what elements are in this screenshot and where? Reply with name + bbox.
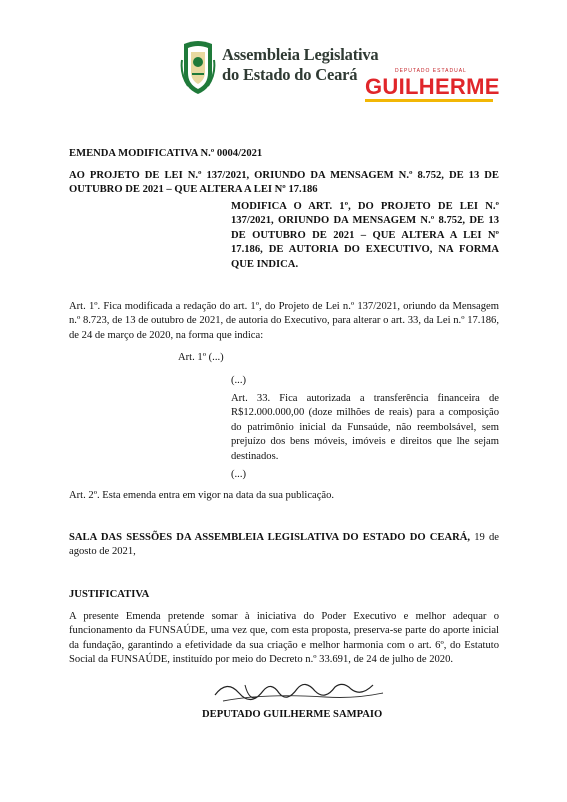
session-place-date (69, 531, 499, 560)
ellipsis-2: (...) (231, 469, 247, 480)
document-subject: AO PROJETO DE LEI N.º 137/2021, ORIUNDO DA MENSAGEM N.º 8.752, DE 13 DE OUTUBRO DE 2021 – QUE ALTERA A LEI Nº 17.186 (69, 170, 499, 196)
ellipsis-1: (...) (231, 375, 247, 386)
signer-name: DEPUTADO GUILHERME SAMPAIO (202, 709, 383, 720)
quoted-art-1: Art. 1º (...) (178, 352, 224, 363)
deputy-logo-bar (365, 99, 493, 102)
justification-title: JUSTIFICATIVA (69, 589, 150, 600)
justification-text: A presente Emenda pretende somar à iniciativa do Poder Executivo e melhor adequar o funcionamento da FUNSAÚDE, uma vez que, com esta proposta, preserva-se parte do aporte inicial da fundação, garantindo a efetividade da sua criação e melhor harmonia com o art. 6º, do Estatuto Social da FUNSAÚDE, instituído por meio do Decreto n.º 33.691, de 24 de julho de 2020. (69, 611, 499, 666)
deputy-logo-name: GUILHERME (365, 74, 500, 99)
org-name-line1: Assembleia Legislativa (222, 45, 379, 64)
coat-of-arms-icon (180, 40, 216, 96)
session-date: 19 de agosto de 2021, (69, 532, 500, 558)
document-ementa: MODIFICA O ART. 1º, DO PROJETO DE LEI N.º 137/2021, ORIUNDO DA MENSAGEM N.º 8.752, DE 13 DE OUTUBRO DE 2021 – QUE ALTERA A LEI Nº 17.186, DE AUTORIA DO EXECUTIVO, NA FORMA QUE INDICA. (231, 201, 499, 270)
deputy-label: DEPUTADO ESTADUAL (395, 68, 467, 74)
article-33: Art. 33. Fica autorizada a transferência financeira de R$12.000.000,00 (doze milhões de reais) para a composição do patrimônio inicial da Funsaúde, não reembolsável, sem prejuízo dos bens móveis, imóveis e direitos que lhe sejam destinados. (231, 393, 499, 462)
session-place: SALA DAS SESSÕES DA ASSEMBLEIA LEGISLATIVA DO ESTADO DO CEARÁ, (69, 532, 471, 543)
org-name-line2: do Estado do Ceará (222, 65, 358, 84)
article-2: Art. 2º. Esta emenda entra em vigor na data da sua publicação. (69, 490, 335, 501)
article-1: Art. 1º. Fica modificada a redação do art. 1º, do Projeto de Lei n.º 137/2021, oriundo da Mensagem n.º 8.723, de 13 de outubro de 2021, de autoria do Executivo, para alterar o art. 33, da Lei n.º 17.186, de 24 de março de 2020, na forma que indica: (69, 301, 499, 341)
document-title: EMENDA MODIFICATIVA N.º 0004/2021 (69, 148, 263, 159)
handwritten-signature (205, 675, 395, 707)
